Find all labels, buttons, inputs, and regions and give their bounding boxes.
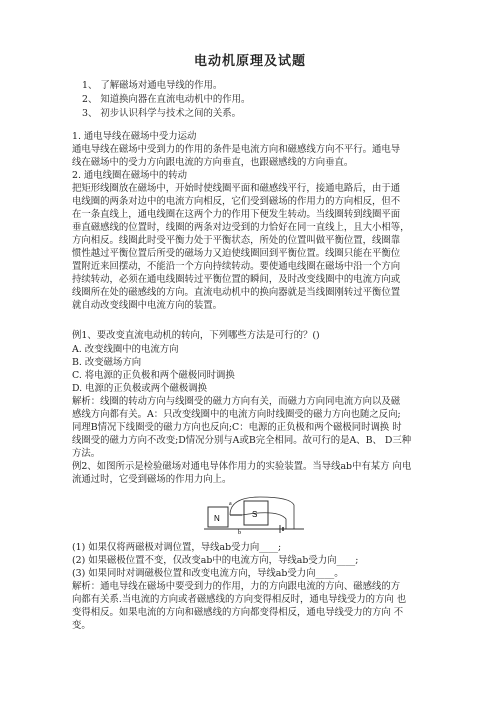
objective-item: 2、 知道换向器在直流电动机中的作用。 bbox=[82, 94, 251, 105]
analysis-line: 变。 bbox=[72, 620, 91, 631]
paragraph-line: 线在磁场中的受力方向跟电流的方向垂直，也跟磁感线的方向垂直。 bbox=[72, 157, 354, 168]
option-item: D. 电源的正负极或两个磁极调换 bbox=[72, 383, 208, 394]
analysis-line: 解析：通电导线在磁场中要受到力的作用，力的方向跟电流的方向、磁感线的方 bbox=[72, 581, 401, 592]
point-a-label: a bbox=[229, 501, 232, 507]
paragraph-line: 置附近来回摆动，不能沿一个方向持续转动。要使通电线圈在磁场中沿一个方向 bbox=[72, 261, 401, 272]
paragraph-line: 惯性越过平衡位置后所受的磁场力又迫使线圈回到平衡位置。线圈只能在平衡位 bbox=[72, 248, 401, 259]
sub-question: (1) 如果仅将两磁极对调位置，导线ab受力向____; bbox=[72, 542, 282, 553]
section-heading: 2. 通电线圈在磁场中的转动 bbox=[72, 170, 188, 181]
analysis-line: 方法。 bbox=[72, 448, 101, 459]
paragraph-line: 就自动改变线圈中电流方向的装置。 bbox=[72, 300, 223, 311]
point-b-label: b bbox=[238, 530, 241, 535]
option-item: C. 将电源的正负极和两个磁极同时调换 bbox=[72, 370, 235, 381]
analysis-line: 变得相反。如果电流的方向和磁感线的方向都变得相反，通电导线受力的方向 不 bbox=[72, 607, 404, 618]
pole-s-label: S bbox=[252, 510, 258, 519]
page-title: 电动机原理及试题 bbox=[193, 54, 306, 69]
example-question: 例2、如图所示是检验磁场对通电导体作用力的实验装置。当导线ab中有某方 向电 bbox=[72, 461, 412, 472]
analysis-line: 解析：线圈的转动方向与线圈受的磁力方向有关，而磁力方向同电流方向以及磁 bbox=[72, 396, 401, 407]
magnet-apparatus-figure bbox=[200, 495, 310, 535]
example-question: 流通过时，它受到磁场的作用力向上。 bbox=[72, 474, 232, 485]
section-heading: 1. 通电导线在磁场中受力运动 bbox=[72, 131, 197, 142]
paragraph-line: 线圈所在处的磁感线的方向。直流电动机中的换向器就是当线圈刚转过平衡位置 bbox=[72, 287, 401, 298]
option-item: A. 改变线圈中的电流方向 bbox=[72, 344, 179, 355]
paragraph-line: 持续转动，必须在通电线圈转过平衡位置的瞬间，及时改变线圈中的电流方向或 bbox=[72, 274, 401, 285]
analysis-line: 向都有关系.当电流的方向或者磁感线的方向变得相反时，通电导线受力的方向 也 bbox=[72, 594, 407, 605]
analysis-line: 线圈受的磁力方向不改变;D情况分别与A或B完全相同。故可行的是A、B、 D三种 bbox=[72, 435, 412, 446]
analysis-line: 同理B情况下线圈受的磁力方向也反向;C：电源的正负极和两个磁极同时调换 时 bbox=[72, 422, 402, 433]
analysis-line: 感线方向都有关。A：只改变线圈中的电流方向时线圈受的磁力方向也随之反向; bbox=[72, 409, 401, 420]
paragraph-line: 通电导线在磁场中受到力的作用的条件是电流方向和磁感线方向不平行。通电导 bbox=[72, 144, 401, 155]
paragraph-line: 在一条直线上，通电线圈在这两个力的作用下便发生转动。当线圈转到线圈平面 bbox=[72, 209, 401, 220]
paragraph-line: 电线圈的两条对边中的电流方向相反，它们受到磁场的作用力的方向相反，但不 bbox=[72, 196, 401, 207]
pole-n-label: N bbox=[214, 514, 220, 523]
paragraph-line: 把矩形线圈放在磁场中，开始时使线圈平面和磁感线平行，接通电路后，由于通 bbox=[72, 183, 401, 194]
objective-item: 1、 了解磁场对通电导线的作用。 bbox=[82, 80, 223, 91]
sub-question: (3) 如果同时对调磁极位置和改变电流方向，导线ab受力向____。 bbox=[72, 568, 344, 579]
option-item: B. 改变磁场方向 bbox=[72, 357, 142, 368]
paragraph-line: 方向相反。线圈此时受平衡力处于平衡状态，所处的位置叫做平衡位置，线圈靠 bbox=[72, 235, 401, 246]
objective-item: 3、 初步认识科学与技术之间的关系。 bbox=[82, 108, 241, 119]
sub-question: (2) 如果磁极位置不变，仅改变ab中的电流方向，导线ab受力向____; bbox=[72, 555, 359, 566]
paragraph-line: 垂直磁感线的位置时，线圈的两条对边受到的力恰好在同一直线上，且大小相等， bbox=[72, 222, 410, 233]
example-question: 例1、要改变直流电动机的转向，下列哪些方法是可行的？() bbox=[72, 330, 320, 341]
